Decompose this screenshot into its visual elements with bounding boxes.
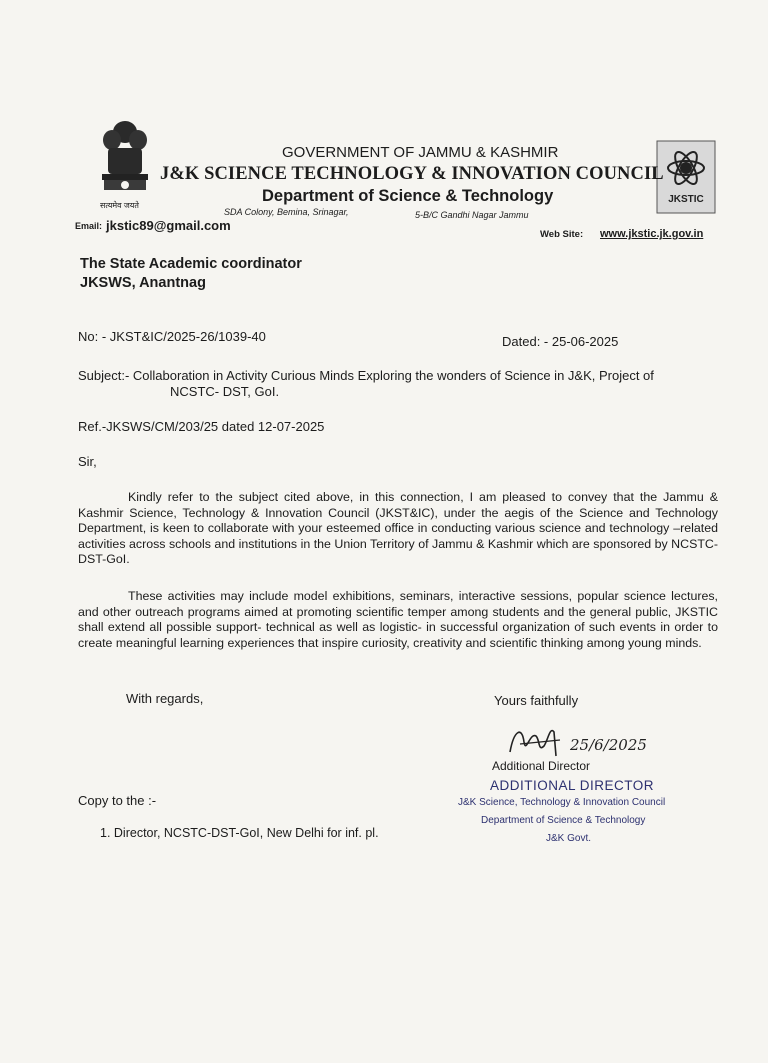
address-srinagar: SDA Colony, Bemina, Srinagar,: [224, 207, 349, 217]
closing-regards: With regards,: [126, 691, 204, 706]
stamp-line-2: Department of Science & Technology: [481, 815, 646, 826]
subject-line-1: Subject:- Collaboration in Activity Curious Minds Exploring the wonders of Science in J&K, Project of: [78, 368, 654, 383]
subject-line-2: NCSTC- DST, GoI.: [170, 384, 280, 399]
emblem-motto: सत्यमेव जयते: [100, 201, 139, 210]
copy-item: 1. Director, NCSTC-DST-GoI, New Delhi for inf. pl.: [100, 826, 379, 840]
reference: Ref.-JKSWS/CM/203/25 dated 12-07-2025: [78, 419, 325, 434]
website-label: Web Site:: [540, 229, 584, 240]
stamp-title: ADDITIONAL DIRECTOR: [490, 778, 655, 793]
recipient-line-2: JKSWS, Anantnag: [80, 275, 206, 291]
stamp-line-1: J&K Science, Technology & Innovation Council: [458, 797, 666, 808]
letter-date: Dated: - 25-06-2025: [502, 334, 619, 349]
website-link: www.jkstic.jk.gov.in: [600, 228, 704, 240]
header-department: Department of Science & Technology: [262, 187, 554, 205]
body-paragraph-2: These activities may include model exhibitions, seminars, interactive sessions, popular science lectures, and other outreach programs aimed at promoting scientific temper among students and the general public, JKSTIC shall extend all possible support- technical as well as logistic- in successful organization of such events in order to create meaningful learning experiences that inspire curiosity, creativity and scientific thinking among young minds.: [78, 589, 718, 650]
signature-date: 25/6/2025: [570, 736, 647, 754]
body-paragraph-1: Kindly refer to the subject cited above, in this connection, I am pleased to convey that the Jammu & Kashmir Science, Technology & Innovation Council (JKST&IC), under the aegis of the Science and Technology Department, is keen to collaborate with your esteemed office in conducting various science and technology –related activities across schools and institutions in the Union Territory of Jammu & Kashmir which are sponsored by NCSTC-DST-GoI.: [78, 490, 718, 567]
letter-number: No: - JKST&IC/2025-26/1039-40: [78, 329, 266, 344]
email-label: Email:: [75, 221, 103, 231]
designation: Additional Director: [492, 759, 591, 773]
salutation: Sir,: [78, 454, 97, 469]
stamp-line-3: J&K Govt.: [546, 833, 592, 844]
header-council: J&K SCIENCE TECHNOLOGY & INNOVATION COUNCIL: [160, 164, 664, 184]
logo-text: JKSTIC: [668, 194, 704, 205]
address-jammu: 5-B/C Gandhi Nagar Jammu: [415, 210, 529, 220]
copy-to-label: Copy to the :-: [78, 793, 157, 808]
recipient-line-1: The State Academic coordinator: [80, 256, 302, 272]
email-address: jkstic89@gmail.com: [106, 218, 231, 233]
state-emblem-icon: [96, 118, 154, 200]
closing-yours: Yours faithfully: [494, 693, 579, 708]
header-government: GOVERNMENT OF JAMMU & KASHMIR: [282, 144, 559, 161]
jkstic-logo-icon: [656, 140, 716, 214]
